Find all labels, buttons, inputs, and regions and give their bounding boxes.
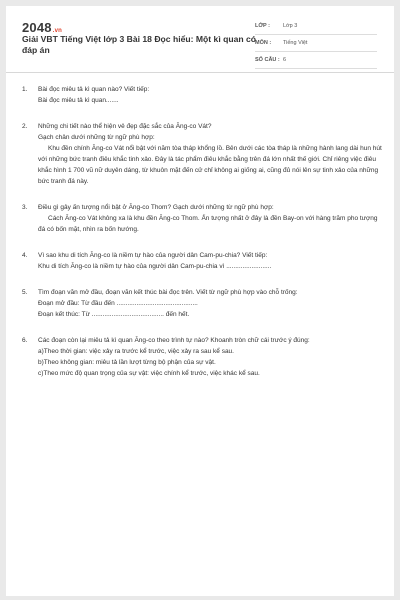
worksheet-page bbox=[6, 6, 394, 596]
meta-key: MÔN : bbox=[255, 40, 272, 46]
body-line: Khu di tích Ăng-co là niềm tự hào của người dân Cam-pu-chia vì ......................... bbox=[38, 263, 272, 270]
question-body bbox=[38, 298, 384, 320]
question-1 bbox=[6, 84, 394, 106]
meta-key: SỐ CÂU : bbox=[255, 57, 280, 63]
header-divider bbox=[6, 72, 394, 73]
question-prompt: Các đoạn còn lại miêu tả kì quan Ăng-co theo trình tự nào? Khoanh tròn chữ cái trước ý đúng: bbox=[38, 337, 310, 344]
worksheet-header bbox=[6, 6, 394, 72]
question-number: 2. bbox=[22, 123, 28, 130]
question-number: 4. bbox=[22, 252, 28, 259]
body-line: Đoạn kết thúc: Từ ........................................ đến hết. bbox=[38, 311, 190, 318]
meta-row-class bbox=[255, 18, 377, 35]
question-6 bbox=[6, 335, 394, 379]
site-logo[interactable] bbox=[22, 20, 62, 35]
logo-domain: .vn bbox=[52, 28, 63, 34]
question-number: 1. bbox=[22, 86, 28, 93]
body-line: Khu đền chính Ăng-co Vát nổi bật với năm tòa tháp khổng lồ. Bên dưới các tòa tháp là những hành lang dài hun hút với những bức tranh điêu khắc tinh xảo. Đây là tác phẩm điêu khắc bằng trên đá lớn nhất thế giới. Chỉ riêng việc điêu khắc hình 1 700 vũ nữ duyên dáng, từ khuôn mặt đến cử chỉ không ai giống ai, cũng đủ nói lên sự tinh xảo của những bức tranh đá này. bbox=[38, 145, 382, 185]
body-line: Bài đọc miêu tả kì quan....... bbox=[38, 97, 119, 104]
question-body bbox=[38, 346, 384, 379]
meta-value: Lớp 3 bbox=[283, 23, 298, 29]
question-prompt: Bài đọc miêu tả kì quan nào? Viết tiếp: bbox=[38, 86, 150, 93]
question-5 bbox=[6, 287, 394, 320]
question-number: 6. bbox=[22, 337, 28, 344]
meta-key: LỚP : bbox=[255, 23, 270, 29]
meta-value: 6 bbox=[283, 57, 287, 63]
body-line: b)Theo không gian: miêu tả lần lượt từng bộ phận của sự vật. bbox=[38, 359, 216, 366]
question-4 bbox=[6, 250, 394, 272]
question-prompt: Vì sao khu di tích Ăng-co là niềm tự hào của người dân Cam-pu-chia? Viết tiếp: bbox=[38, 252, 268, 259]
meta-value: Tiếng Việt bbox=[283, 40, 308, 46]
question-number: 5. bbox=[22, 289, 28, 296]
question-3 bbox=[6, 202, 394, 235]
question-2 bbox=[6, 121, 394, 187]
meta-table bbox=[255, 18, 377, 69]
question-body bbox=[38, 261, 384, 272]
question-body bbox=[38, 95, 384, 106]
page-title: Giải VBT Tiếng Việt lớp 3 Bài 18 Đọc hiểu: Một kì quan có đáp án bbox=[22, 34, 257, 55]
meta-row-count bbox=[255, 52, 377, 69]
body-line: c)Theo mức độ quan trọng của sự vật: việc chính kể trước, việc khác kể sau. bbox=[38, 370, 260, 377]
question-prompt: Những chi tiết nào thể hiện vẻ đẹp đặc sắc của Ăng-co Vát? bbox=[38, 123, 212, 130]
logo-text: 2048 bbox=[22, 20, 52, 35]
question-prompt: Điều gì gây ấn tượng nổi bật ở Ăng-co Thom? Gạch dưới những từ ngữ phù hợp: bbox=[38, 204, 274, 211]
body-line: Cách Ăng-co Vát không xa là khu đền Ăng-co Thom. Ấn tượng nhất ở đây là đền Bay-on với hàng trăm pho tượng đá có bốn mặt, nhìn ra bốn hướng. bbox=[38, 215, 378, 233]
question-body bbox=[38, 213, 384, 235]
question-body bbox=[38, 132, 384, 187]
body-line: Gạch chân dưới những từ ngữ phù hợp: bbox=[38, 134, 155, 141]
meta-row-subject bbox=[255, 35, 377, 52]
question-prompt: Tìm đoạn văn mở đầu, đoạn văn kết thúc bài đọc trên. Viết từ ngữ phù hợp vào chỗ trống: bbox=[38, 289, 298, 296]
body-line: a)Theo thời gian: việc xảy ra trước kể trước, việc xảy ra sau kể sau. bbox=[38, 348, 234, 355]
body-line: Đoạn mở đầu: Từ đầu đến ............................................. bbox=[38, 300, 198, 307]
question-list bbox=[6, 84, 394, 394]
question-number: 3. bbox=[22, 204, 28, 211]
